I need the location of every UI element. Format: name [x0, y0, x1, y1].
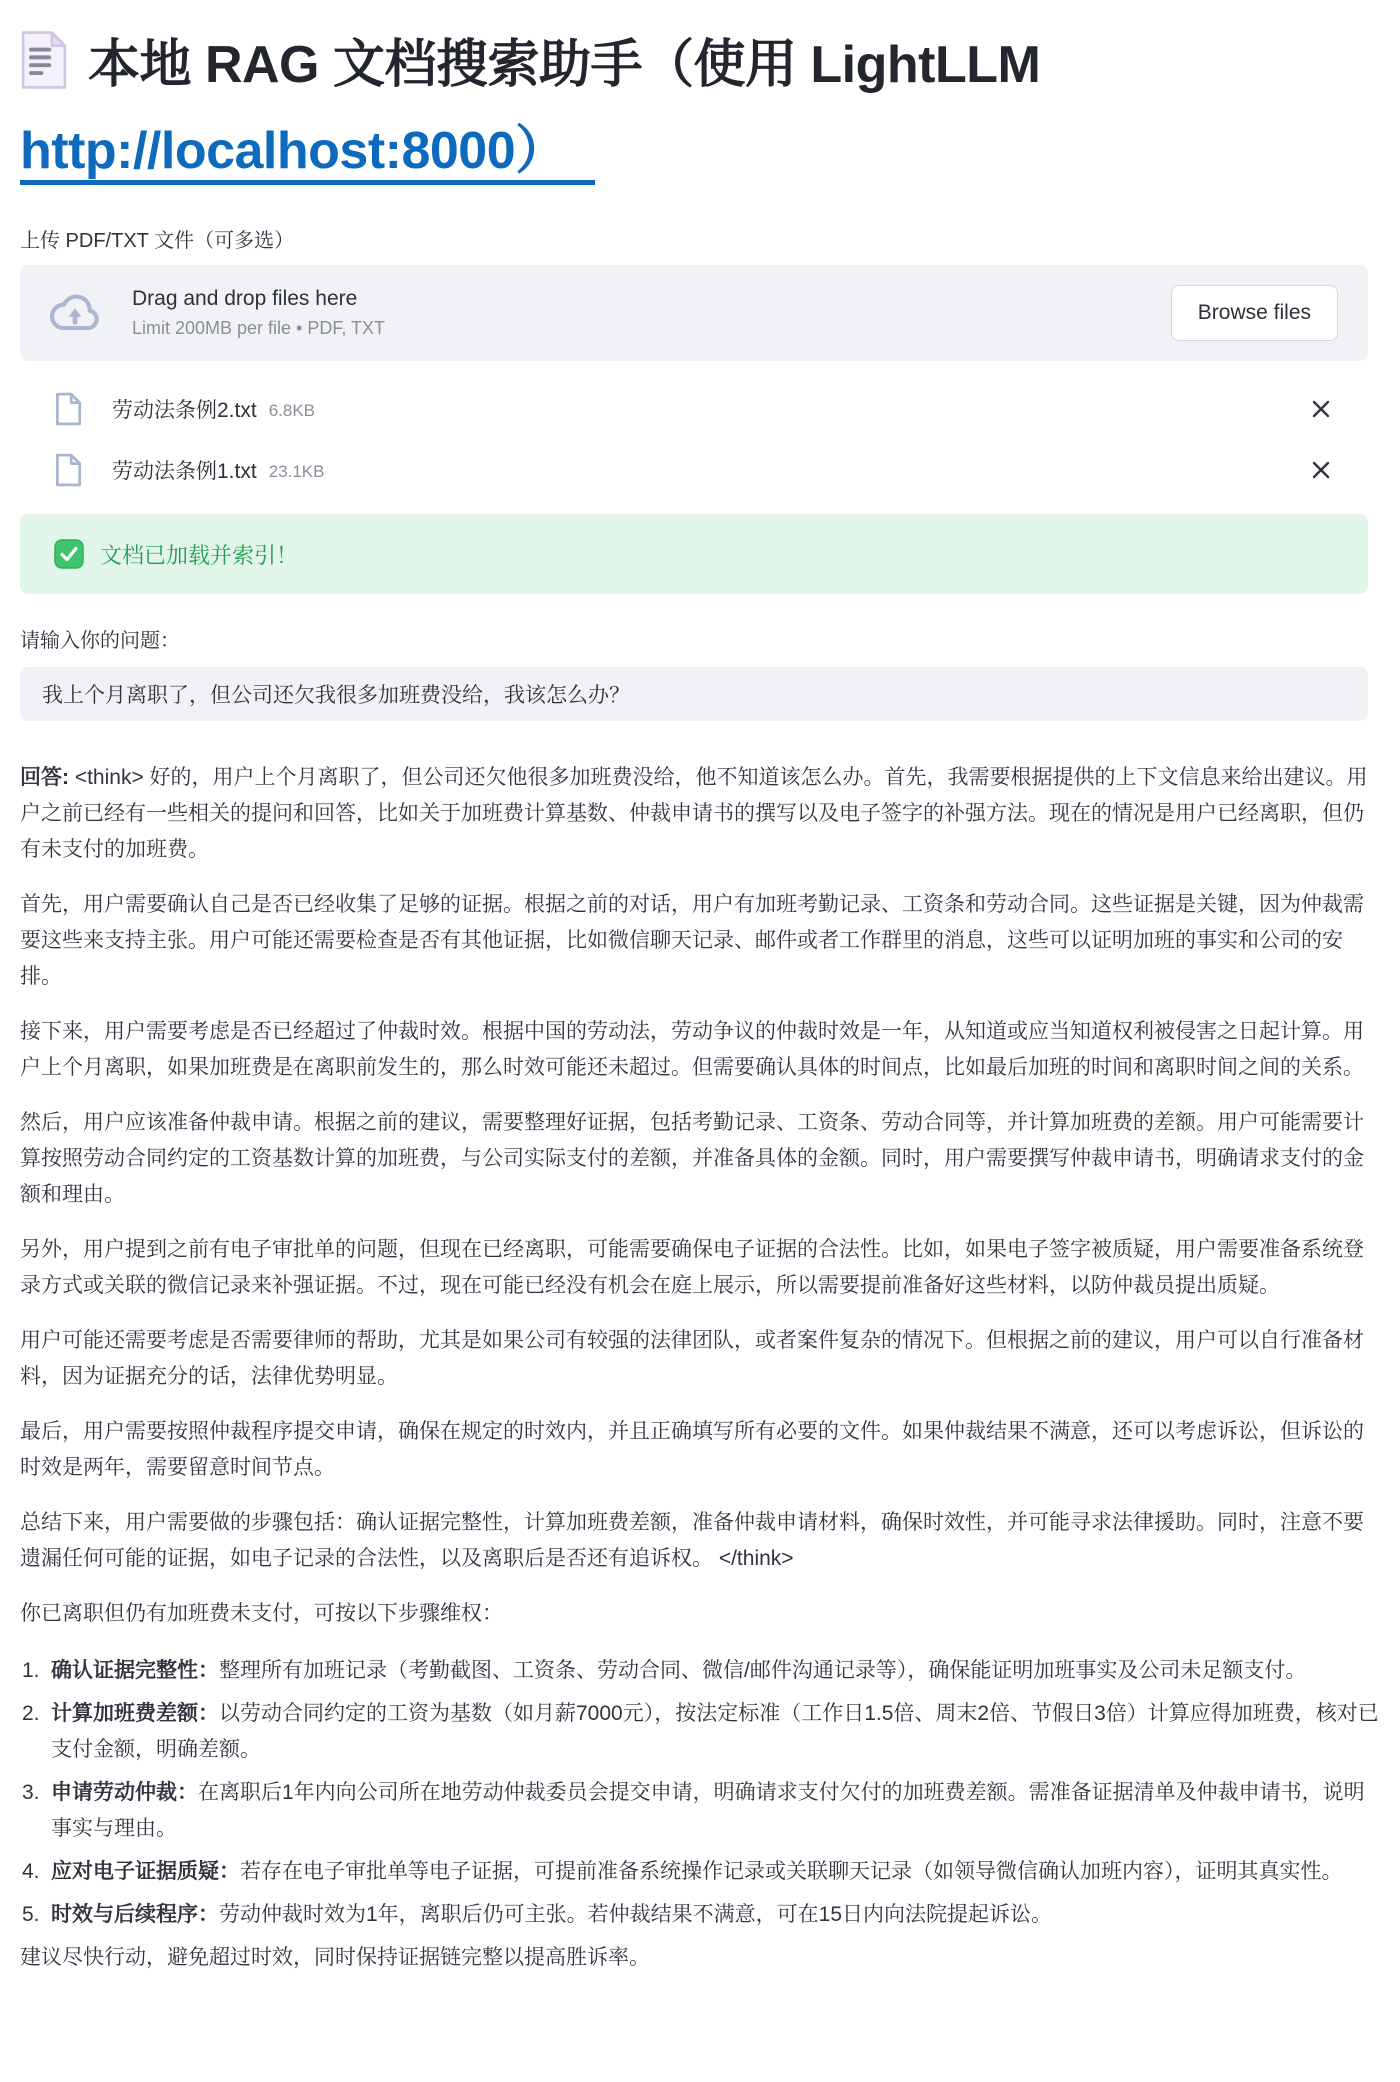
step-item [20, 1897, 1384, 1933]
dropzone-hint: Limit 200MB per file • PDF, TXT [132, 318, 386, 338]
step-text: 在离职后1年内向公司所在地劳动仲裁委员会提交申请，明确请求支付欠付的加班费差额。需准备证据清单及仲裁申请书，说明事实与理由。 [51, 1781, 1365, 1840]
remove-file-button[interactable] [1306, 394, 1336, 424]
answer-paragraph: 接下来，用户需要考虑是否已经超过了仲裁时效。根据中国的劳动法，劳动争议的仲裁时效是一年，从知道或应当知道权利被侵害之日起计算。用户上个月离职，如果加班费是在离职前发生的，那么时效可能还未超过。但需要确认具体的时间点，比如最后加班的时间和离职时间之间的关系。 [20, 1020, 1364, 1079]
dropzone-text [132, 287, 1171, 339]
step-body [51, 1653, 1384, 1689]
answer-paragraph: 用户可能还需要考虑是否需要律师的帮助，尤其是如果公司有较强的法律团队，或者案件复杂的情况下。但根据之前的建议，用户可以自行准备材料，因为证据充分的话，法律优势明显。 [20, 1329, 1364, 1388]
step-body [51, 1854, 1384, 1890]
uploaded-file-row [20, 446, 1384, 494]
document-icon [20, 30, 68, 112]
answer-paragraph: 另外，用户提到之前有电子审批单的问题，但现在已经离职，可能需要确保电子证据的合法性。比如，如果电子签字被质疑，用户需要准备系统登录方式或关联的微信记录来补强证据。不过，现在可能已经没有机会在庭上展示，所以需要提前准备好这些材料，以防仲裁员提出质疑。 [20, 1238, 1364, 1297]
dropzone[interactable] [20, 265, 1368, 361]
step-title: 申请劳动仲裁： [51, 1781, 198, 1804]
step-number: 2. [22, 1702, 40, 1725]
step-title: 时效与后续程序： [51, 1903, 219, 1926]
step-item [20, 1854, 1384, 1890]
file-name: 劳动法条例1.txt [112, 460, 257, 483]
page-title-text: 本地 RAG 文档搜索助手（使用 LightLLM [88, 36, 1041, 94]
answer-paragraph: 最后，用户需要按照仲裁程序提交申请，确保在规定的时效内，并且正确填写所有必要的文件。如果仲裁结果不满意，还可以考虑诉讼，但诉讼的时效是两年，需要留意时间节点。 [20, 1420, 1364, 1479]
step-body [51, 1696, 1384, 1768]
step-number: 3. [22, 1781, 40, 1804]
success-message: 文档已加载并索引！ [100, 542, 299, 568]
step-body [51, 1775, 1384, 1847]
remove-file-button[interactable] [1306, 455, 1336, 485]
uploaded-file-row [20, 385, 1384, 433]
step-item [20, 1696, 1384, 1768]
file-size: 6.8KB [268, 400, 315, 420]
cloud-upload-icon [48, 290, 102, 336]
step-number: 5. [22, 1903, 40, 1926]
step-body [51, 1897, 1384, 1933]
step-number: 1. [22, 1659, 40, 1682]
step-title: 应对电子证据质疑： [51, 1860, 240, 1883]
answer-section [20, 760, 1384, 1976]
uploader-label: 上传 PDF/TXT 文件（可多选） [20, 230, 295, 252]
dropzone-title: Drag and drop files here [132, 287, 358, 310]
step-text: 以劳动合同约定的工资为基数（如月薪7000元），按法定标准（工作日1.5倍、周末2倍、节假日3倍）计算应得加班费，核对已支付金额，明确差额。 [51, 1702, 1379, 1761]
file-size: 23.1KB [268, 461, 325, 481]
question-input[interactable] [20, 667, 1368, 721]
step-title: 确认证据完整性： [51, 1659, 219, 1682]
answer-paragraph: 首先，用户需要确认自己是否已经收集了足够的证据。根据之前的对话，用户有加班考勤记录、工资条和劳动合同。这些证据是关键，因为仲裁需要这些来支持主张。用户可能还需要检查是否有其他证据，比如微信聊天记录、邮件或者工作群里的消息，这些可以证明加班的事实和公司的安排。 [20, 893, 1364, 988]
uploaded-file-list [20, 385, 1384, 494]
browse-files-button[interactable]: Browse files [1171, 285, 1338, 341]
step-text: 若存在电子审批单等电子证据，可提前准备系统操作记录或关联聊天记录（如领导微信确认加班内容），证明其真实性。 [240, 1860, 1343, 1883]
file-icon [54, 453, 82, 487]
answer-think-text: <think> 好的，用户上个月离职了，但公司还欠他很多加班费没给，他不知道该怎么办。首先，我需要根据提供的上下文信息来给出建议。用户之前已经有一些相关的提问和回答，比如关于加班费计算基数、仲裁申请书的撰写以及电子签字的补强方法。现在的情况是用户已经离职，但仍有未支付的加班费。 [20, 766, 1368, 861]
step-title: 计算加班费差额： [51, 1702, 219, 1725]
step-text: 整理所有加班记录（考勤截图、工资条、劳动合同、微信/邮件沟通记录等），确保能证明加班事实及公司未足额支付。 [219, 1659, 1307, 1682]
file-icon [54, 392, 82, 426]
step-text: 劳动仲裁时效为1年，离职后仍可主张。若仲裁结果不满意，可在15日内向法院提起诉讼。 [219, 1903, 1053, 1926]
page-title [20, 26, 1384, 190]
steps-intro: 你已离职但仍有加班费未支付，可按以下步骤维权： [20, 1602, 503, 1625]
closing-note: 建议尽快行动，避免超过时效，同时保持证据链完整以提高胜诉率。 [20, 1946, 650, 1969]
file-name: 劳动法条例2.txt [112, 399, 257, 422]
success-alert [20, 514, 1368, 594]
check-icon [54, 539, 84, 569]
step-number: 4. [22, 1860, 40, 1883]
localhost-link[interactable]: http://localhost:8000） [20, 122, 595, 185]
step-item [20, 1775, 1384, 1847]
close-icon [1310, 398, 1332, 420]
file-uploader-section [20, 224, 1384, 494]
answer-paragraph: 总结下来，用户需要做的步骤包括：确认证据完整性，计算加班费差额，准备仲裁申请材料，确保时效性，并可能寻求法律援助。同时，注意不要遗漏任何可能的证据，如电子记录的合法性，以及离职后是否还有追诉权。 </think> [20, 1511, 1364, 1570]
page-header [20, 26, 1384, 190]
close-icon [1310, 459, 1332, 481]
question-label: 请输入你的问题： [20, 630, 180, 652]
steps-list [20, 1653, 1384, 1933]
answer-paragraph: 然后，用户应该准备仲裁申请。根据之前的建议，需要整理好证据，包括考勤记录、工资条、劳动合同等，并计算加班费的差额。用户可能需要计算按照劳动合同约定的工资基数计算的加班费，与公司实际支付的差额，并准备具体的金额。同时，用户需要撰写仲裁申请书，明确请求支付的金额和理由。 [20, 1111, 1364, 1206]
step-item [20, 1653, 1384, 1689]
answer-paragraph [20, 760, 1384, 868]
answer-label: 回答: [20, 766, 69, 789]
